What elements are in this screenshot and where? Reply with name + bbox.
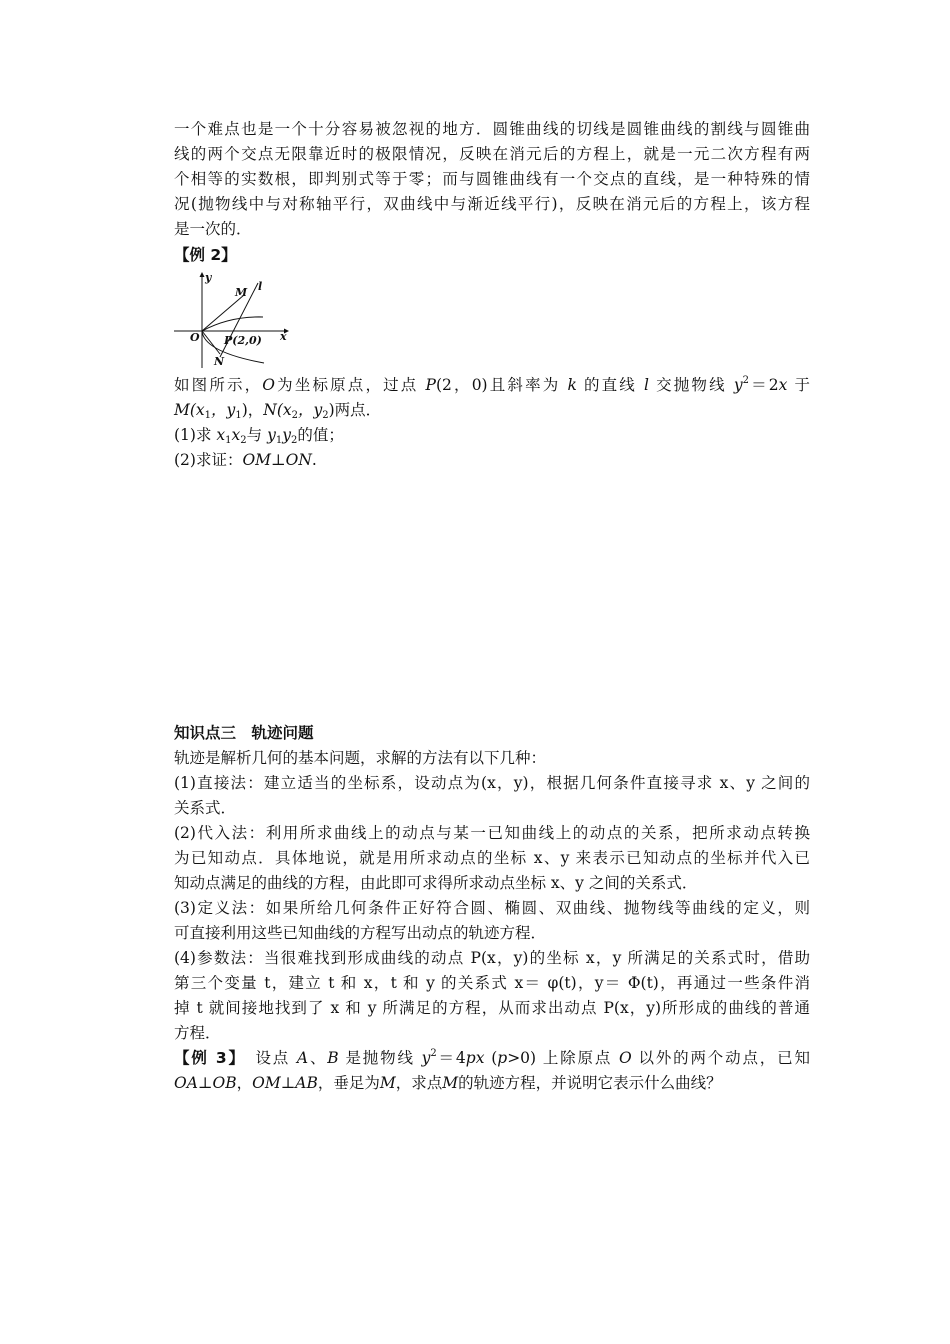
- example2-line1: 如图所示，O为坐标原点，过点 P(2，0)且斜率为 k 的直线 l 交抛物线 $y^2=2x$ 于: [174, 375, 810, 394]
- origin-label: O: [190, 331, 200, 344]
- parabola-figure: [172, 268, 292, 370]
- x-axis-label: x: [280, 330, 287, 343]
- example2-line2: $M(x_1$，$y_1$)，$N(x_2$，$y_2$)两点．: [174, 401, 382, 421]
- section3-line: 可直接利用这些已知曲线的方程写出动点的轨迹方程．: [174, 924, 547, 942]
- section3-line: 方程．: [174, 1024, 221, 1042]
- section3: [174, 721, 810, 1046]
- section3-line: 掉 t 就间接地找到了 x 和 y 所满足的方程，从而求出动点 P(x，y)所形成的曲线的普通: [174, 999, 810, 1017]
- point-n-label: N: [214, 355, 225, 368]
- example2-label: 【例 2】: [174, 246, 237, 264]
- intro-line: 况(抛物线中与对称轴平行，双曲线中与渐近线平行)，反映在消元后的方程上，该方程: [174, 195, 810, 213]
- section3-line: 轨迹是解析几何的基本问题，求解的方法有以下几种：: [174, 749, 547, 767]
- example2-question1: (1)求 $x_1x_2$与 $y_1y_2$的值；: [174, 426, 344, 446]
- intro-line: 是一次的．: [174, 220, 252, 238]
- segment-om: [202, 295, 244, 331]
- intro-line: 线的两个交点无限靠近时的极限情况，反映在消元后的方程上，就是一元二次方程有两: [174, 145, 810, 163]
- example3-line1: 【例 3】 设点 A、B 是抛物线 $y^2=4px$ (p>0) 上除原点 O 以外的两个动点，已知: [174, 1048, 810, 1067]
- line-l-label: l: [258, 280, 263, 293]
- section3-line: (3)定义法：如果所给几何条件正好符合圆、椭圆、双曲线、抛物线等曲线的定义，则: [174, 899, 810, 917]
- intro-line: 个相等的实数根，即判别式等于零；而与圆锥曲线有一个交点的直线，是一种特殊的情: [174, 170, 810, 188]
- point-m-label: M: [235, 286, 248, 299]
- section3-line: 关系式．: [174, 799, 237, 817]
- example2-problem: [174, 373, 810, 473]
- section3-line: 知动点满足的曲线的方程，由此即可求得所求动点坐标 x、y 之间的关系式．: [174, 874, 698, 892]
- section3-line: (2)代入法：利用所求曲线上的动点与某一已知曲线上的动点的关系，把所求动点转换: [174, 824, 810, 842]
- section3-line: (1)直接法：建立适当的坐标系，设动点为(x，y)，根据几何条件直接寻求 x、y 之间的: [174, 774, 810, 792]
- section3-title: 知识点三 轨迹问题: [174, 724, 314, 742]
- section3-line: 为已知动点．具体地说，就是用所求动点的坐标 x、y 来表示已知动点的坐标并代入已: [174, 849, 810, 867]
- example3-line2: OA⊥OB，OM⊥AB，垂足为M，求点M的轨迹方程，并说明它表示什么曲线？: [174, 1074, 722, 1092]
- intro-paragraph: [174, 117, 810, 242]
- y-axis-label: y: [205, 271, 212, 284]
- example2-question2: (2)求证：OM⊥ON.: [174, 451, 317, 469]
- point-p-label: P(2,0): [224, 334, 262, 347]
- segment-on: [202, 331, 220, 354]
- intro-line: 一个难点也是一个十分容易被忽视的地方．圆锥曲线的切线是圆锥曲线的割线与圆锥曲: [174, 120, 810, 138]
- section3-line: (4)参数法：当很难找到形成曲线的动点 P(x，y)的坐标 x，y 所满足的关系式时，借助: [174, 949, 810, 967]
- y-axis-arrow: [200, 272, 205, 277]
- example2-heading: [174, 243, 810, 268]
- section3-line: 第三个变量 t，建立 t 和 x，t 和 y 的关系式 x＝ φ(t)，y＝ Φ(t)，再通过一些条件消: [174, 974, 810, 992]
- example3-label: 【例 3】: [174, 1049, 239, 1067]
- example3-problem: [174, 1046, 810, 1096]
